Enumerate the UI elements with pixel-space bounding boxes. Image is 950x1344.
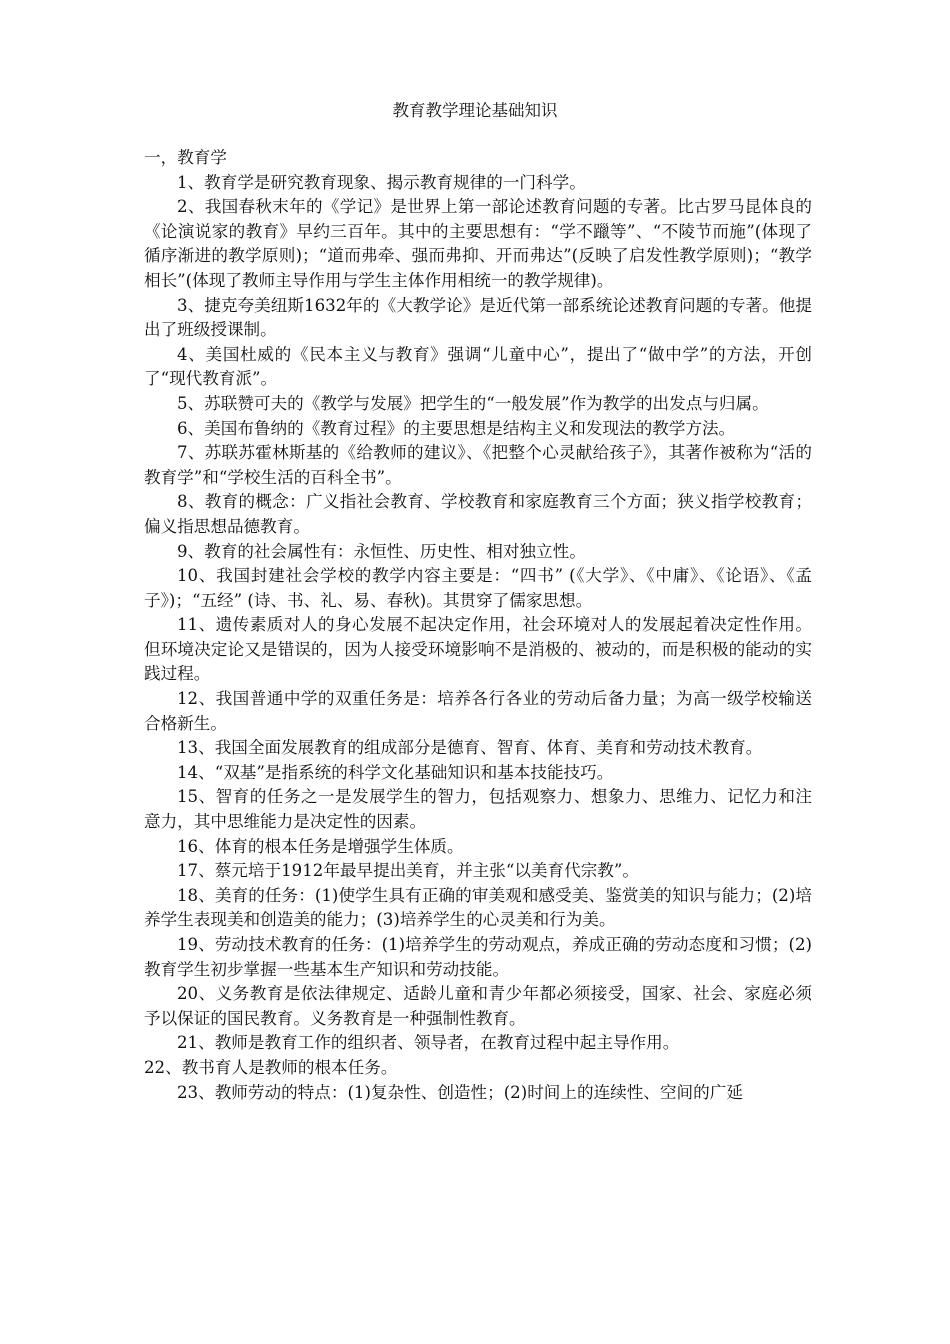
paragraph-19: 19、劳动技术教育的任务：(1)培养学生的劳动观点，养成正确的劳动态度和习惯；(2)教育学生初步掌握一些基本生产知识和劳动技能。	[144, 935, 812, 979]
paragraph-16: 16、体育的根本任务是增强学生体质。	[177, 836, 464, 856]
paragraph-23: 23、教师劳动的特点：(1)复杂性、创造性；(2)时间上的连续性、空间的广延	[177, 1082, 743, 1102]
paragraph-22: 22、教书育人是教师的根本任务。	[144, 1057, 398, 1077]
paragraph-12: 12、我国普通中学的双重任务是：培养各行各业的劳动后备力量；为高一级学校输送合格新生。	[144, 689, 812, 733]
paragraph-5: 5、苏联赞可夫的《教学与发展》把学生的“一般发展”作为教学的出发点与归属。	[177, 393, 769, 413]
paragraph-10: 10、我国封建社会学校的教学内容主要是：“四书” (《大学》、《中庸》、《论语》、《孟子》)；“五经” (诗、书、礼、易、春秋)。其贯穿了儒家思想。	[144, 566, 812, 610]
paragraph-18: 18、美育的任务：(1)使学生具有正确的审美观和感受美、鉴赏美的知识与能力；(2)培养学生表现美和创造美的能力；(3)培养学生的心灵美和行为美。	[144, 885, 812, 930]
paragraph-15: 15、智育的任务之一是发展学生的智力，包括观察力、想象力、思维力、记忆力和注意力，其中思维能力是决定性的因素。	[144, 787, 812, 832]
paragraph-21: 21、教师是教育工作的组织者、领导者，在教育过程中起主导作用。	[177, 1033, 680, 1053]
paragraph-8: 8、教育的概念：广义指社会教育、学校教育和家庭教育三个方面；狭义指学校教育；偏义指思想品德教育。	[144, 492, 812, 536]
paragraph-4: 4、美国杜威的《民本主义与教育》强调“儿童中心”，提出了“做中学”的方法，开创了“现代教育派”。	[144, 344, 812, 389]
document-body	[144, 146, 812, 1105]
paragraph-3: 3、捷克夸美纽斯1632年的《大教学论》是近代第一部系统论述教育问题的专著。他提出了班级授课制。	[144, 295, 812, 340]
paragraph-14: 14、“双基”是指系统的科学文化基础知识和基本技能技巧。	[177, 762, 614, 782]
paragraph-6: 6、美国布鲁纳的《教育过程》的主要思想是结构主义和发现法的教学方法。	[177, 418, 736, 438]
document-title: 教育教学理论基础知识	[392, 101, 558, 120]
paragraph-17: 17、蔡元培于1912年最早提出美育，并主张“以美育代宗教”。	[177, 861, 639, 881]
paragraph-20: 20、义务教育是依法律规定、适龄儿童和青少年都必须接受，国家、社会、家庭必须予以保证的国民教育。义务教育是一种强制性教育。	[144, 984, 812, 1028]
paragraph-7: 7、苏联苏霍林斯基的《给教师的建议》、《把整个心灵献给孩子》，其著作被称为“活的教育学”和“学校生活的百科全书”。	[144, 443, 812, 487]
paragraph-13: 13、我国全面发展教育的组成部分是德育、智育、体育、美育和劳动技术教育。	[177, 738, 763, 758]
section-heading: 一，教育学	[144, 148, 227, 167]
paragraph-2: 2、我国春秋末年的《学记》是世界上第一部论述教育问题的专著。比古罗马昆体良的《论演说家的教育》早约三百年。其中的主要思想有：“学不躐等”、“不陵节而施”(体现了循序渐进的教学原则)；“道而弗牵、强而弗抑、开而弗达”(反映了启发性教学原则)；“教学相长”(体现了教师主导作用与学生主体作用相统一的教学规律)。	[144, 197, 812, 290]
paragraph-9: 9、教育的社会属性有：永恒性、历史性、相对独立性。	[177, 541, 586, 561]
paragraph-11: 11、遗传素质对人的身心发展不起决定作用，社会环境对人的发展起着决定性作用。但环境决定论又是错误的，因为人接受环境影响不是消极的、被动的，而是积极的能动的实践过程。	[144, 615, 812, 684]
paragraph-1: 1、教育学是研究教育现象、揭示教育规律的一门科学。	[177, 172, 586, 192]
